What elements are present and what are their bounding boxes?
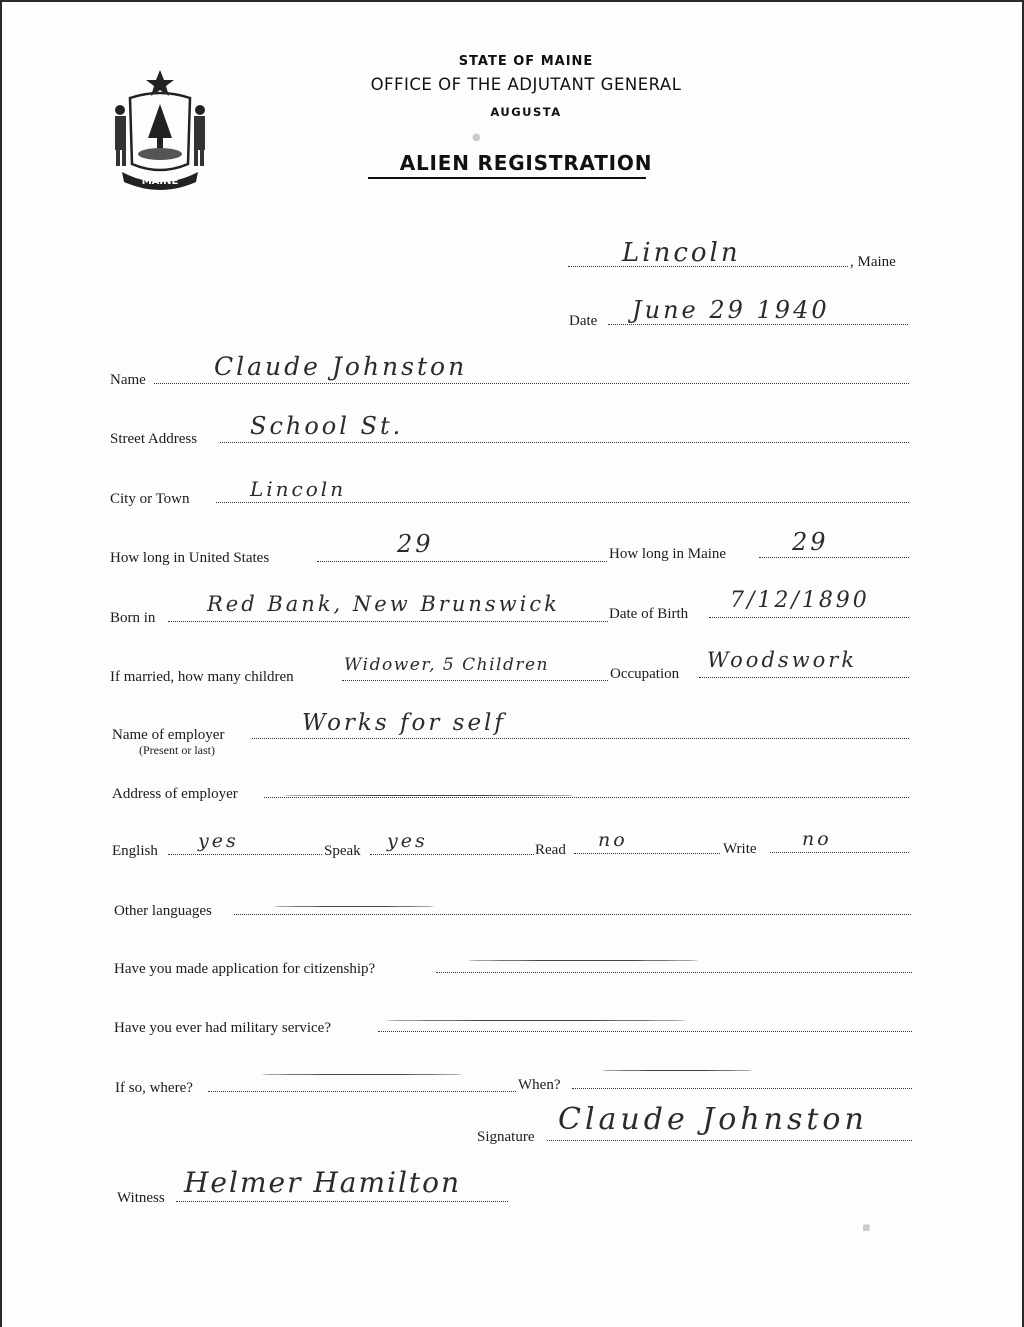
- born-label: Born in: [110, 610, 156, 626]
- employer-address-label: Address of employer: [112, 786, 238, 802]
- years-maine-label: How long in Maine: [609, 546, 727, 562]
- occupation-line: [699, 677, 909, 678]
- witness-line: [176, 1201, 508, 1202]
- employer-address-dash: [284, 795, 574, 796]
- where-dash: [262, 1074, 462, 1075]
- read-label: Read: [535, 842, 566, 858]
- date-label: Date: [569, 313, 598, 329]
- dob-value: 7/12/1890: [730, 588, 870, 613]
- signature-value: Claude Johnston: [558, 1102, 868, 1137]
- children-value: Widower, 5 Children: [344, 655, 549, 675]
- title-underline: [368, 177, 646, 179]
- dob-label: Date of Birth: [609, 606, 689, 622]
- speak-value: yes: [387, 830, 428, 852]
- where-label: If so, where?: [115, 1080, 193, 1096]
- street-line: [220, 442, 909, 443]
- children-label: If married, how many children: [110, 669, 294, 685]
- witness-label: Witness: [117, 1190, 165, 1206]
- city-line: [216, 502, 909, 503]
- read-line: [574, 853, 720, 854]
- english-label: English: [112, 843, 158, 859]
- svg-text:MAINE: MAINE: [141, 176, 179, 187]
- form-title: ALIEN REGISTRATION: [399, 151, 653, 175]
- years-maine-line: [759, 557, 909, 558]
- occupation-label: Occupation: [610, 666, 680, 682]
- read-value: no: [598, 829, 628, 851]
- name-label: Name: [110, 372, 146, 388]
- military-line: [378, 1031, 912, 1032]
- employer-address-line: [264, 797, 909, 798]
- when-line: [572, 1088, 912, 1089]
- other-languages-dash: [274, 906, 434, 907]
- write-line: [770, 852, 909, 853]
- name-value: Claude Johnston: [214, 352, 468, 381]
- occupation-value: Woodswork: [707, 648, 858, 672]
- city-heading: AUGUSTA: [490, 105, 562, 119]
- employer-value: Works for self: [302, 710, 506, 736]
- employer-label: Name of employer: [112, 727, 225, 743]
- when-dash: [602, 1070, 752, 1071]
- other-languages-label: Other languages: [114, 903, 212, 919]
- military-label: Have you ever had military service?: [114, 1020, 331, 1036]
- dob-line: [709, 617, 909, 618]
- years-us-value: 29: [397, 530, 434, 558]
- military-dash: [386, 1020, 686, 1021]
- born-line: [168, 621, 608, 622]
- paper-speck: ●: [472, 132, 481, 143]
- years-us-label: How long in United States: [110, 550, 270, 566]
- citizenship-label: Have you made application for citizenship?: [114, 961, 376, 977]
- speak-line: [370, 854, 534, 855]
- signature-label: Signature: [477, 1129, 535, 1145]
- years-maine-value: 29: [792, 528, 829, 556]
- place-value: Lincoln: [622, 238, 741, 268]
- citizenship-line: [436, 972, 912, 973]
- where-line: [208, 1091, 516, 1092]
- write-value: no: [802, 828, 832, 850]
- speak-label: Speak: [324, 843, 361, 859]
- other-languages-line: [234, 914, 911, 915]
- signature-line: [547, 1140, 912, 1141]
- date-value: June 29 1940: [632, 296, 830, 324]
- children-line: [342, 680, 608, 681]
- city-label: City or Town: [110, 491, 190, 507]
- employer-sublabel: (Present or last): [139, 743, 215, 757]
- witness-value: Helmer Hamilton: [184, 1166, 462, 1199]
- when-label: When?: [518, 1077, 561, 1093]
- office-heading: OFFICE OF THE ADJUTANT GENERAL: [370, 75, 682, 94]
- write-label: Write: [723, 841, 757, 857]
- citizenship-dash: [468, 960, 698, 961]
- street-label: Street Address: [110, 431, 198, 447]
- years-us-line: [317, 561, 607, 562]
- english-line: [168, 854, 322, 855]
- employer-line: [252, 738, 909, 739]
- born-value: Red Bank, New Brunswick: [207, 592, 560, 616]
- date-line: [608, 324, 908, 325]
- place-suffix: , Maine: [850, 254, 896, 270]
- state-heading: STATE OF MAINE: [458, 54, 594, 69]
- paper-speck: ▪: [862, 1220, 871, 1235]
- city-value: Lincoln: [250, 477, 347, 501]
- name-line: [154, 383, 909, 384]
- street-value: School St.: [250, 412, 404, 440]
- english-value: yes: [198, 830, 239, 852]
